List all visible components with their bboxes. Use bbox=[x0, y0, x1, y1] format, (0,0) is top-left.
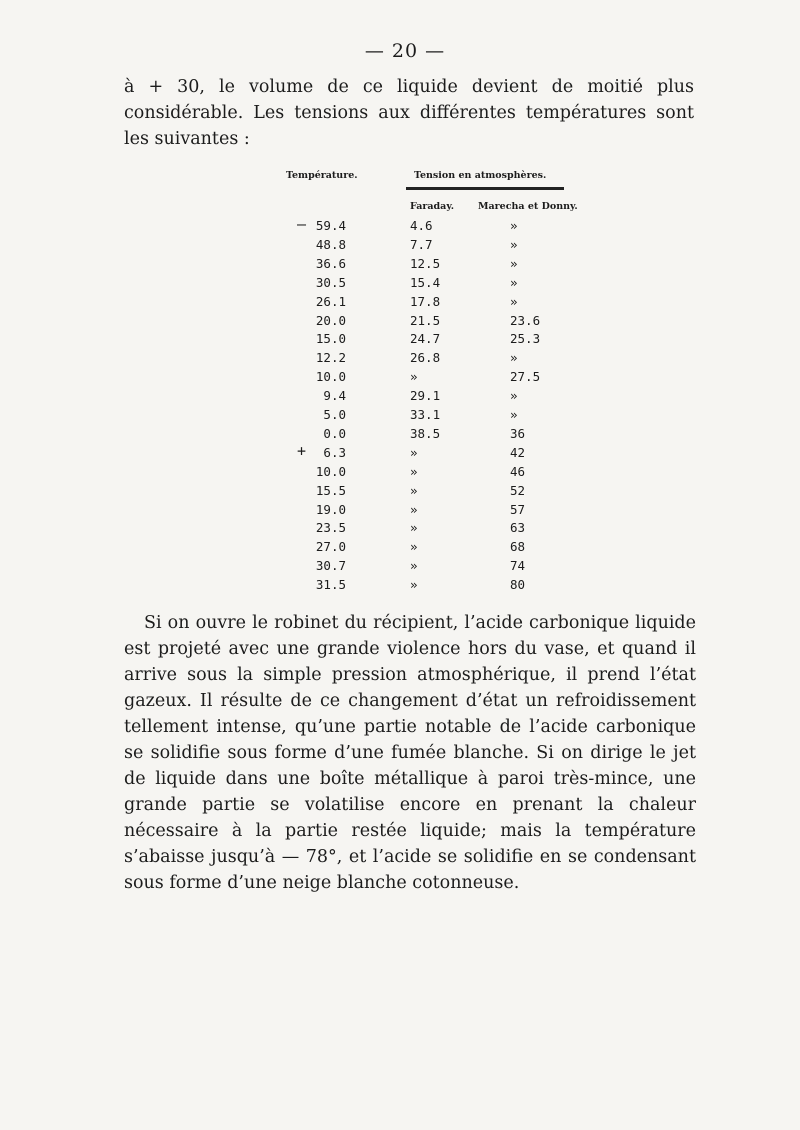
faraday-value: » bbox=[410, 369, 418, 385]
table-row bbox=[0, 294, 800, 312]
table-row bbox=[0, 256, 800, 274]
marecha-donny-value: 36 bbox=[510, 425, 526, 441]
faraday-value: 15.4 bbox=[410, 274, 441, 290]
table-row bbox=[0, 350, 800, 368]
body-paragraph: Si on ouvre le robinet du récipient, l’acide carbonique liquide est projeté avec une grande violence hors du vase, et quand il arrive sous la simple pression atmosphérique, il prend l’état gazeux. Il résulte de ce changement d’état un refroidissement tellement intense, qu’une partie notable de l’acide carbonique se solidifie sous forme d’une fumée blanche. Si on dirige le jet de liquide dans une boîte métallique à paroi très-mince, une grande partie se volatilise encore en prenant la chaleur nécessaire à la partie restée liquide; mais la température s’abaisse jusqu’à — 78°, et l’acide se solidifie en se condensant sous forme d’une neige blanche cotonneuse. bbox=[124, 613, 696, 893]
temperature-value: 20.0 bbox=[315, 312, 346, 328]
temperature-sign: — bbox=[296, 215, 306, 233]
faraday-value: 4.6 bbox=[410, 218, 433, 233]
faraday-value: » bbox=[410, 520, 418, 536]
faraday-value: 21.5 bbox=[410, 312, 441, 328]
table-row bbox=[0, 441, 800, 463]
faraday-value: 33.1 bbox=[410, 407, 441, 422]
temperature-value: 27.0 bbox=[315, 539, 346, 555]
marecha-donny-value: 74 bbox=[510, 558, 526, 574]
temperature-value: 36.6 bbox=[315, 255, 346, 271]
table-row bbox=[0, 313, 800, 331]
marecha-donny-value: 68 bbox=[510, 539, 526, 555]
temperature-value: 48.8 bbox=[315, 236, 346, 252]
table-row bbox=[0, 237, 800, 255]
intro-paragraph: à + 30, le volume de ce liquide devient de moitié plus considérable. Les tensions aux différentes températures sont les suivantes : bbox=[124, 77, 694, 149]
table-row bbox=[0, 483, 800, 501]
marecha-donny-value: 23.6 bbox=[510, 312, 541, 328]
marecha-donny-value: » bbox=[510, 388, 518, 404]
faraday-value: 17.8 bbox=[410, 293, 441, 309]
temperature-value: 26.1 bbox=[315, 293, 346, 309]
marecha-donny-value: 57 bbox=[510, 501, 526, 517]
temperature-sign: + bbox=[296, 441, 306, 460]
faraday-value: 12.5 bbox=[410, 255, 441, 271]
faraday-value: 24.7 bbox=[410, 331, 441, 347]
marecha-donny-value: » bbox=[510, 255, 518, 271]
faraday-value: » bbox=[410, 577, 418, 593]
faraday-value: » bbox=[410, 501, 418, 517]
temperature-value: 30.7 bbox=[315, 558, 346, 574]
faraday-value: » bbox=[410, 482, 418, 498]
marecha-donny-value: » bbox=[510, 274, 518, 290]
faraday-value: » bbox=[410, 539, 418, 555]
faraday-value: 7.7 bbox=[410, 236, 433, 252]
table-row bbox=[0, 426, 800, 444]
temperature-value: 30.5 bbox=[315, 274, 346, 290]
marecha-donny-value: 63 bbox=[510, 520, 526, 536]
faraday-value: 38.5 bbox=[410, 425, 441, 441]
temperature-value: 15.5 bbox=[315, 482, 346, 498]
temperature-value: 31.5 bbox=[315, 577, 346, 593]
faraday-value: » bbox=[410, 444, 418, 460]
table-row bbox=[0, 407, 800, 425]
temperature-value: 5.0 bbox=[323, 407, 346, 422]
table-row bbox=[0, 520, 800, 538]
faraday-value: 26.8 bbox=[410, 350, 441, 366]
table-row bbox=[0, 331, 800, 349]
subheader-faraday: Faraday. bbox=[410, 201, 455, 212]
table-row bbox=[0, 369, 800, 387]
temperature-value: 10.0 bbox=[315, 463, 346, 479]
marecha-donny-value: 27.5 bbox=[510, 369, 541, 385]
header-temperature: Température. bbox=[286, 170, 358, 181]
header-tension: Tension en atmosphères. bbox=[414, 170, 547, 181]
temperature-value: 10.0 bbox=[315, 369, 346, 385]
table-row bbox=[0, 275, 800, 293]
table-row bbox=[0, 502, 800, 520]
subheader-marecha: Marecha et Donny. bbox=[478, 201, 578, 212]
marecha-donny-value: » bbox=[510, 350, 518, 366]
faraday-value: 29.1 bbox=[410, 388, 441, 404]
temperature-value: 0.0 bbox=[323, 425, 346, 441]
table-row bbox=[0, 539, 800, 557]
faraday-value: » bbox=[410, 558, 418, 574]
marecha-donny-value: 80 bbox=[510, 577, 526, 593]
table-row bbox=[0, 215, 800, 236]
marecha-donny-value: » bbox=[510, 407, 518, 422]
temperature-value: 12.2 bbox=[315, 350, 346, 366]
page-number: — 20 — bbox=[364, 40, 446, 62]
temperature-value: 9.4 bbox=[323, 388, 346, 404]
marecha-donny-value: 42 bbox=[510, 444, 526, 460]
marecha-donny-value: » bbox=[510, 236, 518, 252]
table-row bbox=[0, 464, 800, 482]
header-rule bbox=[406, 187, 564, 190]
faraday-value: » bbox=[410, 463, 418, 479]
table-row bbox=[0, 558, 800, 576]
table-row bbox=[0, 388, 800, 406]
temperature-value: 59.4 bbox=[315, 218, 346, 233]
marecha-donny-value: 52 bbox=[510, 482, 526, 498]
temperature-value: 23.5 bbox=[315, 520, 346, 536]
marecha-donny-value: » bbox=[510, 293, 518, 309]
marecha-donny-value: 46 bbox=[510, 463, 526, 479]
marecha-donny-value: » bbox=[510, 218, 518, 233]
table-row bbox=[0, 577, 800, 595]
temperature-value: 19.0 bbox=[315, 501, 346, 517]
temperature-value: 6.3 bbox=[323, 444, 346, 460]
marecha-donny-value: 25.3 bbox=[510, 331, 541, 347]
temperature-value: 15.0 bbox=[315, 331, 346, 347]
